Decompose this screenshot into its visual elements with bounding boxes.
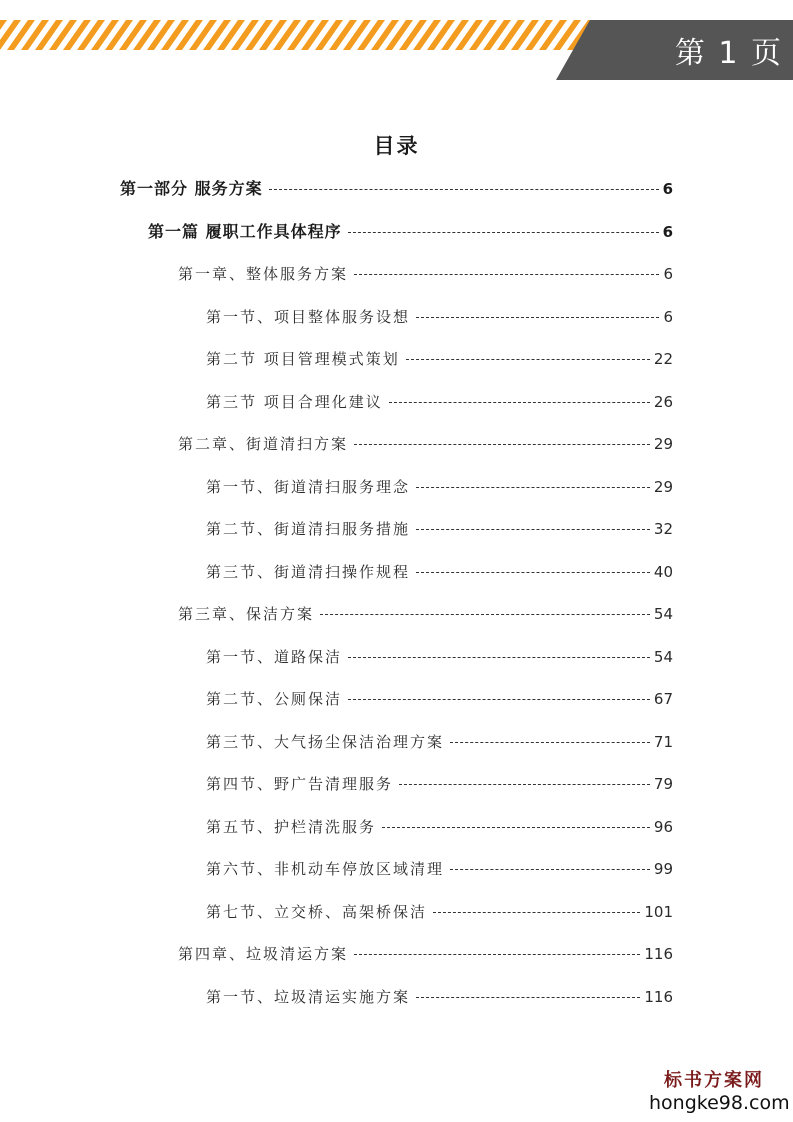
toc-page-number: 54 [653,605,673,623]
toc-leader-line [348,232,659,234]
toc-leader-line [416,529,650,531]
toc-entry-label: 第四节、野广告清理服务 [206,775,394,793]
toc-entry-label: 第三节、大气扬尘保洁治理方案 [206,733,445,751]
toc-leader-line [354,274,659,276]
toc-leader-line [406,359,650,361]
toc-entry[interactable] [206,730,673,754]
toc-page-number: 101 [644,903,673,921]
toc-entry-label: 第一节、街道清扫服务理念 [206,478,411,496]
toc-leader-line [450,869,650,871]
toc-entry[interactable] [206,475,673,499]
toc-page-number: 6 [662,180,673,198]
toc-leader-line [389,402,650,404]
toc-entry-label: 第一篇 履职工作具体程序 [148,222,342,241]
toc-leader-line [320,614,650,616]
toc-title: 目录 [373,133,420,158]
toc-entry-label: 第一节、项目整体服务设想 [206,308,411,326]
toc-leader-line [354,954,640,956]
toc-entry[interactable] [178,602,673,626]
toc-page-number: 116 [644,945,673,963]
toc-leader-line [399,784,650,786]
toc-page-number: 6 [663,308,673,326]
toc-entry-label: 第一部分 服务方案 [120,179,263,198]
toc-page-number: 54 [653,648,673,666]
toc-leader-line [416,572,650,574]
toc-leader-line [354,444,650,446]
toc-page-number: 67 [653,690,673,708]
toc-entry-label: 第四章、垃圾清运方案 [178,945,349,963]
toc-entry[interactable] [206,687,673,711]
toc-entry[interactable] [206,305,673,329]
toc-entry[interactable] [178,942,673,966]
toc-page-number: 26 [653,393,673,411]
toc-entry-label: 第五节、护栏清洗服务 [206,818,377,836]
toc-entry[interactable] [206,390,673,414]
toc-entry[interactable] [206,900,673,924]
toc-entry[interactable] [206,857,673,881]
toc-page-number: 79 [653,775,673,793]
toc-entry-label: 第二章、街道清扫方案 [178,435,349,453]
toc-entry-label: 第七节、立交桥、高架桥保洁 [206,903,428,921]
toc-leader-line [433,912,640,914]
toc-entry[interactable] [206,517,673,541]
toc-page-number: 6 [662,223,673,241]
toc-page-number: 29 [653,435,673,453]
toc-page-number: 71 [653,733,673,751]
toc-entry-label: 第二节 项目管理模式策划 [206,350,400,368]
toc-page-number: 32 [653,520,673,538]
toc-leader-line [416,997,640,999]
toc-entry-label: 第六节、非机动车停放区域清理 [206,860,445,878]
toc-entry[interactable] [206,815,673,839]
page-number-label: 第 1 页 [674,36,783,71]
toc-leader-line [416,487,650,489]
toc-entry[interactable] [178,432,673,456]
site-watermark [649,1066,790,1114]
toc-entry-label: 第一节、道路保洁 [206,648,343,666]
toc-entry-label: 第三节 项目合理化建议 [206,393,383,411]
toc-entry-label: 第二节、街道清扫服务措施 [206,520,411,538]
toc-page-number: 22 [653,350,673,368]
toc-entry[interactable] [206,560,673,584]
toc-entry-label: 第一章、整体服务方案 [178,265,349,283]
toc-leader-line [348,699,650,701]
toc-entry[interactable] [206,985,673,1009]
toc-entry-label: 第三节、街道清扫操作规程 [206,563,411,581]
toc-leader-line [382,827,650,829]
toc-page-number: 29 [653,478,673,496]
toc-entry[interactable] [148,220,673,244]
toc-entry-label: 第一节、垃圾清运实施方案 [206,988,411,1006]
hazard-stripe-band [0,20,600,50]
toc-entry-label: 第二节、公厕保洁 [206,690,343,708]
toc-entry[interactable] [206,347,673,371]
toc-leader-line [348,657,650,659]
toc-leader-line [269,189,659,191]
toc-entry[interactable] [206,772,673,796]
toc-page-number: 6 [663,265,673,283]
toc-entry-label: 第三章、保洁方案 [178,605,315,623]
toc-entry[interactable] [206,645,673,669]
toc-entry[interactable] [178,262,673,286]
toc-page-number: 40 [653,563,673,581]
toc-leader-line [416,317,659,319]
toc-leader-line [450,742,650,744]
watermark-url: hongke98.com [649,1092,790,1114]
toc-entry[interactable] [120,177,673,201]
watermark-name: 标书方案网 [664,1070,764,1091]
toc-page-number: 116 [644,988,673,1006]
toc-page-number: 99 [653,860,673,878]
toc-page-number: 96 [653,818,673,836]
